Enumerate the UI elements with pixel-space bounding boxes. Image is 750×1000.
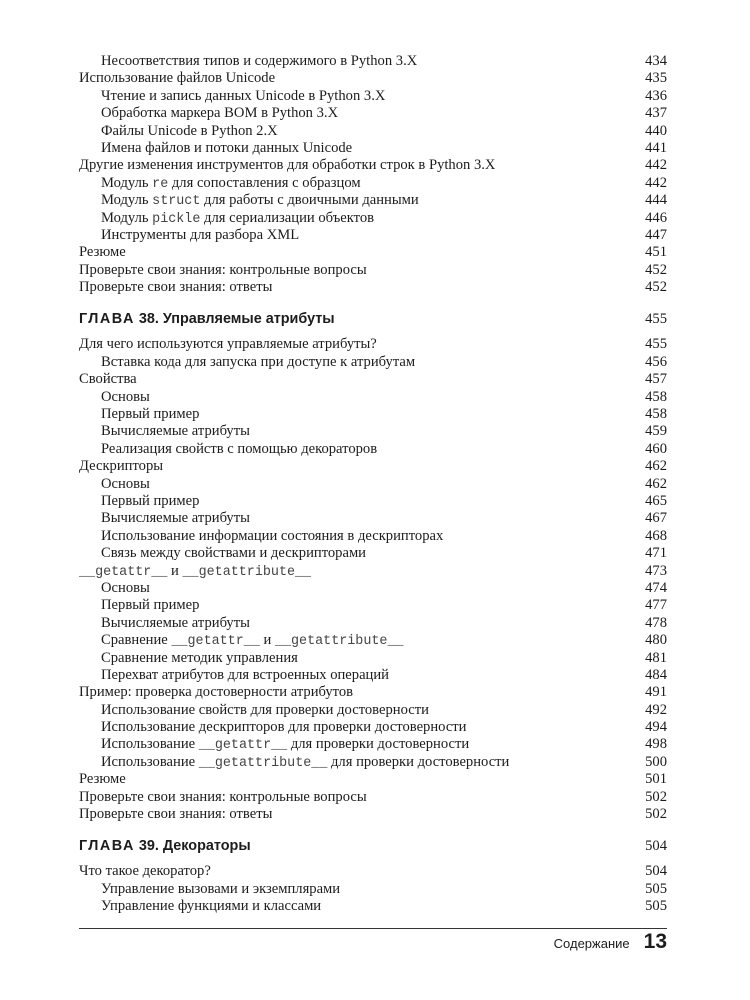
entry-text: Сравнение [101, 632, 172, 649]
entry-text: Проверьте свои знания: ответы [79, 806, 273, 823]
entry-text: Использование файлов Unicode [79, 70, 276, 87]
toc-page-number: 436 [645, 87, 667, 104]
toc-entry[interactable] [79, 262, 667, 279]
entry-text: Вычисляемые атрибуты [101, 510, 250, 527]
toc-entry-title [79, 806, 272, 823]
toc-entry[interactable] [79, 88, 667, 105]
toc-page-number: 465 [645, 492, 667, 509]
toc-entry-title [79, 70, 275, 87]
entry-text: Вставка кода для запуска при доступе к атрибутам [101, 353, 416, 370]
code-identifier: __getattribute__ [198, 755, 328, 771]
entry-text: Проверьте свои знания: контрольные вопросы [79, 788, 367, 805]
entry-text: Использование дескрипторов для проверки достоверности [101, 719, 467, 736]
toc-entry-title [101, 702, 429, 719]
toc-page-number: 494 [645, 719, 667, 736]
toc-entry-title [101, 597, 199, 614]
toc-page-number: 468 [645, 527, 667, 544]
toc-page-number: 502 [645, 788, 667, 805]
entry-text: Управление вызовами и экземплярами [101, 880, 341, 897]
toc-entry-title [101, 123, 278, 140]
toc-entry-title [101, 105, 338, 122]
entry-text: Резюме [79, 244, 126, 261]
entry-text: Файлы Unicode в Python 2.X [101, 122, 278, 139]
entry-text: Имена файлов и потоки данных Unicode [101, 139, 353, 156]
toc-entry-title [101, 88, 385, 105]
toc-entry[interactable] [79, 441, 667, 458]
toc-page-number: 491 [645, 684, 667, 701]
toc-entry[interactable] [79, 279, 667, 296]
toc-page-number: 460 [645, 440, 667, 457]
toc-page-number: 434 [645, 53, 667, 69]
entry-text: Основы [101, 579, 150, 596]
page-footer [554, 930, 667, 954]
toc-entry[interactable] [79, 510, 667, 527]
entry-text: Вычисляемые атрибуты [101, 423, 250, 440]
toc-page-number: 447 [645, 226, 667, 243]
toc-entry[interactable] [79, 528, 667, 545]
toc-entry[interactable] [79, 244, 667, 261]
toc-entry-title [79, 458, 163, 475]
toc-entry-title [79, 371, 137, 388]
toc-entry-title [101, 736, 469, 754]
entry-text: Что такое декоратор? [79, 863, 211, 880]
toc-page-number: 467 [645, 510, 667, 527]
code-identifier: __getattr__ [198, 738, 288, 754]
toc-entry-title [101, 476, 150, 493]
toc-entry-title [101, 493, 199, 510]
toc-page-number: 500 [645, 753, 667, 770]
entry-text: Реализация свойств с помощью декораторов [101, 440, 378, 457]
entry-text: Модуль [101, 192, 153, 209]
toc-entry-title [101, 192, 419, 210]
toc-entry-title [79, 262, 367, 279]
toc-page-number: 501 [645, 771, 667, 788]
toc-entry-title [79, 157, 495, 174]
entry-text: Использование информации состояния в дескрипторах [101, 527, 444, 544]
toc-page-number: 505 [645, 880, 667, 897]
entry-text: Пример: проверка достоверности атрибутов [79, 684, 354, 701]
toc-entry[interactable] [79, 545, 667, 562]
toc-entry-title [101, 389, 150, 406]
toc-entry[interactable] [79, 754, 667, 771]
toc-entry-title [101, 140, 352, 157]
entry-text: для проверки достоверности [327, 753, 510, 770]
toc-entry[interactable] [79, 650, 667, 667]
toc-page-number: 462 [645, 475, 667, 492]
toc-entry-title [101, 510, 250, 527]
toc-page-number: 458 [645, 388, 667, 405]
chapter-name: 38. Управляемые атрибуты [138, 311, 335, 328]
toc-entry[interactable] [79, 336, 667, 353]
toc-entry-title [101, 650, 298, 667]
entry-text: Модуль [101, 209, 153, 226]
toc-page-number: 478 [645, 614, 667, 631]
toc-entry-title [101, 754, 509, 772]
code-identifier: __getattr__ [79, 564, 168, 580]
toc-page-number: 442 [645, 157, 667, 174]
toc-entry-title [79, 789, 367, 806]
toc-page-number: 471 [645, 545, 667, 562]
toc-entry-title [101, 881, 340, 898]
toc-entry[interactable] [79, 684, 667, 701]
toc-entry-title [101, 441, 377, 458]
entry-text: и [167, 562, 183, 579]
toc-entry-title [101, 210, 374, 228]
entry-text: для работы с двоичными данными [200, 192, 419, 209]
chapter-page-number: 455 [645, 311, 667, 328]
toc-entry[interactable] [79, 406, 667, 423]
toc-page-number: 477 [645, 597, 667, 614]
entry-text: Вычисляемые атрибуты [101, 614, 250, 631]
toc-entry-title [101, 667, 389, 684]
toc-entry[interactable] [79, 493, 667, 510]
entry-text: Связь между свойствами и дескрипторами [101, 545, 366, 562]
toc-page-number: 458 [645, 406, 667, 423]
code-identifier: __getattribute__ [274, 634, 404, 650]
toc-entry[interactable] [79, 53, 667, 70]
entry-text: Обработка маркера BOM в Python 3.X [101, 105, 339, 122]
toc-page-number: 452 [645, 261, 667, 278]
toc-entry-title [101, 898, 321, 915]
toc-entry-title [101, 528, 443, 545]
toc-entry[interactable] [79, 898, 667, 915]
toc-entry-title [79, 684, 353, 701]
entry-text: Сравнение методик управления [101, 649, 298, 666]
toc-entry[interactable] [79, 192, 667, 209]
toc-entry-title [101, 53, 417, 70]
toc-page-number: 441 [645, 139, 667, 156]
toc-entry-title [79, 336, 377, 353]
toc-entry-title [101, 580, 150, 597]
entry-text: Первый пример [101, 597, 200, 614]
toc-page-number: 498 [645, 736, 667, 753]
toc-page-number: 473 [645, 562, 667, 579]
toc-entry-title [79, 563, 311, 581]
toc-entry-title [101, 354, 415, 371]
toc-page-number: 437 [645, 105, 667, 122]
toc-entry[interactable] [79, 615, 667, 632]
toc-entry[interactable] [79, 863, 667, 880]
entry-text: Проверьте свои знания: контрольные вопросы [79, 261, 367, 278]
toc-entry-title [79, 244, 126, 261]
footer-title: Содержание [553, 936, 630, 951]
toc-entry[interactable] [79, 771, 667, 788]
toc-page-number: 456 [645, 353, 667, 370]
chapter-page-number: 504 [645, 838, 667, 855]
toc-entry-title [101, 227, 299, 244]
entry-text: для сопоставления с образцом [168, 174, 361, 191]
toc-page-number: 480 [645, 632, 667, 649]
chapter-heading[interactable] [79, 836, 667, 856]
entry-text: для сериализации объектов [200, 209, 375, 226]
entry-text: для проверки достоверности [287, 736, 470, 753]
toc-page-number: 492 [645, 701, 667, 718]
toc-entry-title [101, 175, 361, 193]
toc-entry[interactable] [79, 210, 667, 227]
toc-page-number: 457 [645, 371, 667, 388]
toc-page-number: 455 [645, 336, 667, 353]
toc-entry[interactable] [79, 580, 667, 597]
entry-text: Несоответствия типов и содержимого в Python 3.X [101, 53, 418, 69]
toc-entry-title [101, 406, 199, 423]
entry-text: Резюме [79, 771, 126, 788]
entry-text: Чтение и запись данных Unicode в Python 3.X [101, 87, 386, 104]
entry-text: Модуль [101, 174, 153, 191]
toc-page-number: 435 [645, 70, 667, 87]
toc-entry[interactable] [79, 105, 667, 122]
chapter-label: ГЛАВА [79, 311, 135, 328]
entry-text: Проверьте свои знания: ответы [79, 279, 273, 296]
entry-text: Для чего используются управляемые атрибуты? [79, 336, 377, 353]
toc-entry[interactable] [79, 476, 667, 493]
toc-entry[interactable] [79, 458, 667, 475]
toc-entry[interactable] [79, 389, 667, 406]
toc-entry-title [101, 719, 467, 736]
toc-entry[interactable] [79, 632, 667, 649]
entry-text: Перехват атрибутов для встроенных операций [101, 666, 389, 683]
toc-page-number: 504 [645, 863, 667, 880]
chapter-title [79, 836, 251, 856]
toc-page-number: 452 [645, 279, 667, 296]
toc-entry[interactable] [79, 719, 667, 736]
toc-entry[interactable] [79, 563, 667, 580]
code-identifier: re [152, 176, 169, 192]
toc-page-number: 446 [645, 209, 667, 226]
toc-page-number: 451 [645, 244, 667, 261]
code-identifier: __getattribute__ [182, 564, 312, 580]
entry-text: Инструменты для разбора XML [101, 226, 300, 243]
chapter-label: ГЛАВА [79, 838, 135, 855]
toc-entry[interactable] [79, 70, 667, 87]
entry-text: Свойства [79, 371, 137, 388]
chapter-title [79, 309, 335, 329]
code-identifier: pickle [152, 211, 201, 227]
toc-entry[interactable] [79, 789, 667, 806]
toc-entry[interactable] [79, 806, 667, 823]
toc-entry-title [101, 632, 404, 650]
code-identifier: struct [152, 194, 201, 210]
toc-page-number: 502 [645, 806, 667, 823]
toc-page-number: 459 [645, 423, 667, 440]
toc-page-number: 505 [645, 898, 667, 915]
toc-page-number: 481 [645, 649, 667, 666]
toc-entry[interactable] [79, 597, 667, 614]
page-number: 13 [643, 930, 667, 953]
toc-entry-title [79, 771, 126, 788]
toc-entry[interactable] [79, 175, 667, 192]
toc-entry[interactable] [79, 736, 667, 753]
toc-page-number: 444 [645, 192, 667, 209]
toc-entry-title [101, 423, 250, 440]
toc-page-number: 474 [645, 579, 667, 596]
toc-entry-title [101, 545, 366, 562]
entry-text: Основы [101, 475, 150, 492]
code-identifier: __getattr__ [171, 634, 260, 650]
entry-text: и [259, 632, 275, 649]
toc-entry[interactable] [79, 354, 667, 371]
toc-entry-title [79, 279, 272, 296]
toc-page-number: 484 [645, 666, 667, 683]
toc-entry[interactable] [79, 227, 667, 244]
toc-entry[interactable] [79, 423, 667, 440]
footer-rule [79, 928, 667, 929]
entry-text: Первый пример [101, 406, 200, 423]
toc-entry[interactable] [79, 140, 667, 157]
toc-page-number: 462 [645, 458, 667, 475]
entry-text: Управление функциями и классами [101, 898, 322, 915]
toc-entry[interactable] [79, 157, 667, 174]
entry-text: Использование свойств для проверки достоверности [101, 701, 429, 718]
toc-page-number: 442 [645, 174, 667, 191]
entry-text: Первый пример [101, 492, 200, 509]
toc-entry[interactable] [79, 371, 667, 388]
toc-entry[interactable] [79, 881, 667, 898]
toc-entry-title [79, 863, 211, 880]
entry-text: Дескрипторы [79, 458, 164, 475]
toc-entry[interactable] [79, 702, 667, 719]
toc-entry[interactable] [79, 123, 667, 140]
entry-text: Другие изменения инструментов для обработки строк в Python 3.X [79, 157, 496, 174]
table-of-contents [79, 53, 667, 916]
chapter-heading[interactable] [79, 309, 667, 329]
entry-text: Основы [101, 388, 150, 405]
entry-text: Использование [101, 736, 199, 753]
chapter-name: 39. Декораторы [138, 838, 251, 855]
toc-entry[interactable] [79, 667, 667, 684]
toc-page-number: 440 [645, 122, 667, 139]
entry-text: Использование [101, 753, 199, 770]
toc-entry-title [101, 615, 250, 632]
